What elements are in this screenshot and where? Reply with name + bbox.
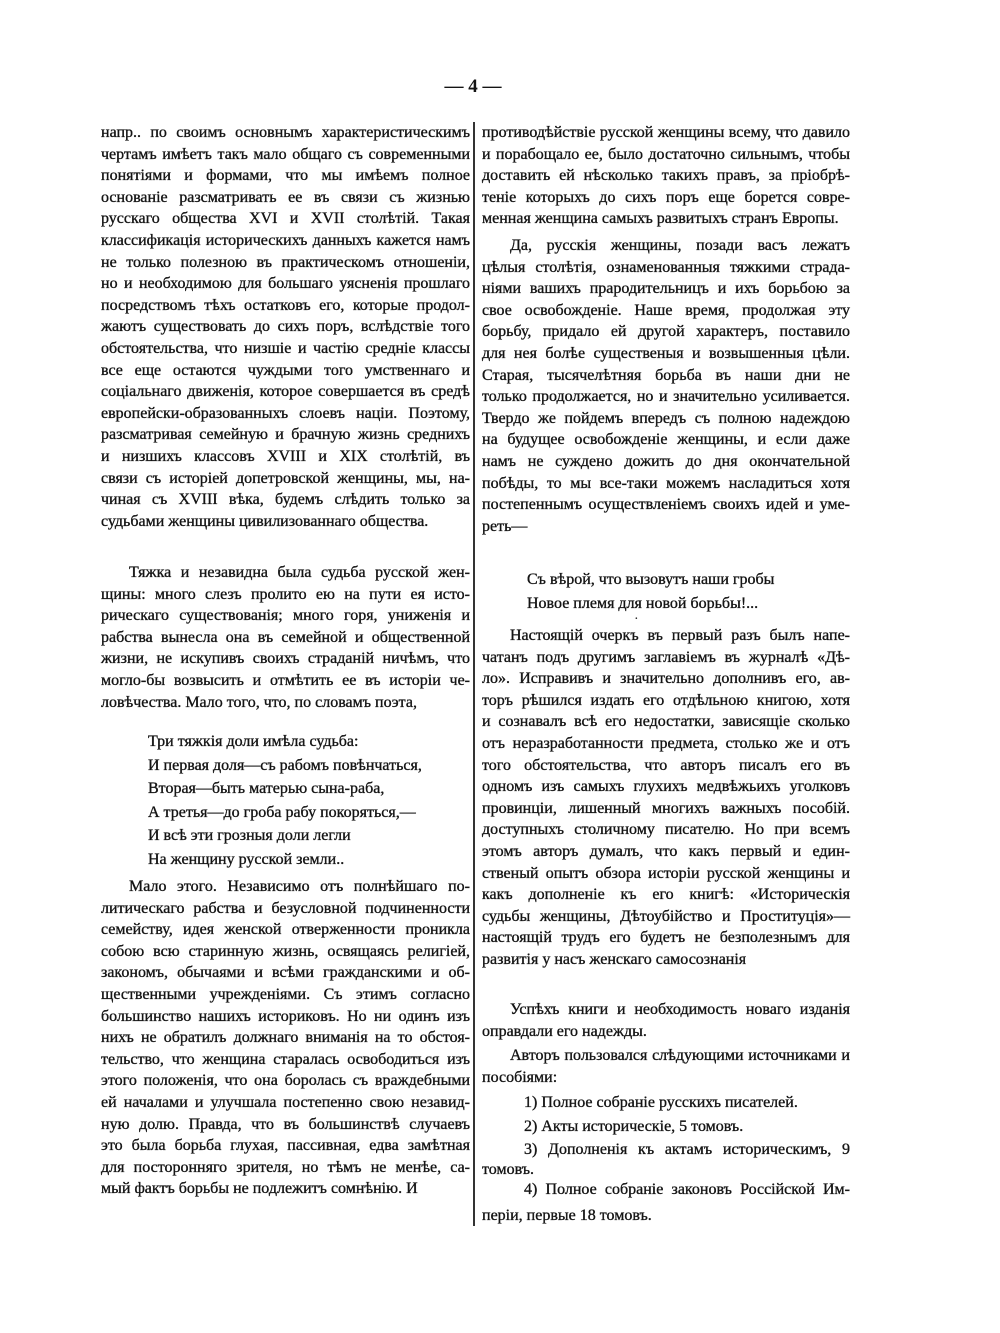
- text-line: этого положенія, что она боролась съ враждебными: [101, 1072, 470, 1090]
- text-line: ніями вашихъ прародительницъ и ихъ борьбою за: [482, 280, 850, 298]
- text-line: того обстоятельства, что авторъ писалъ его въ: [482, 756, 850, 774]
- text-line: для нея болѣе существеныя и возвышенныя цѣли.: [482, 344, 850, 362]
- poem-1: [148, 731, 468, 872]
- text-line: этомъ авторъ думалъ, что какъ первый и един-: [482, 842, 850, 860]
- paragraph-5: [482, 235, 850, 537]
- text-line: менная женщина самыхъ развитыхъ странъ Европы.: [482, 210, 839, 228]
- paragraph-4: [482, 122, 850, 230]
- separator-dot: ·: [634, 612, 639, 627]
- source-item-3: [482, 1139, 850, 1180]
- text-line: разсматривая семейную и брачную жизнь среднихъ: [101, 426, 470, 444]
- text-line: основаніе разсматривать ее въ связи съ жизнью: [101, 188, 470, 206]
- text-line: литическаго рабства и безусловной подчиненности: [101, 899, 470, 917]
- text-line: не только полезною въ практическомъ отношеніи,: [101, 253, 470, 271]
- text-line: ло». Исправивъ и значительно дополнивъ его, ав-: [482, 670, 850, 688]
- text-line: жизни, не искупивъ своихъ страданій ничѣмъ, что: [101, 650, 470, 668]
- text-line: соціальнаго движенія, которое совершается въ средѣ: [101, 383, 470, 401]
- text-line: все еще остаются чуждыми того умственнаго и: [101, 361, 470, 379]
- text-line: щины: много слезъ пролито ею на пути ея исто-: [101, 585, 470, 603]
- text-line: могло-бы возвысить и отмѣтить ее въ исторіи че-: [101, 671, 470, 689]
- text-line: И всѣ эти грозныя доли легли: [148, 827, 351, 844]
- source-item-1: [482, 1092, 850, 1114]
- text-line: свое освобожденіе. Наше время, продолжая эту: [482, 301, 850, 319]
- text-line: но и необходимою для большаго уясненія прошлаго: [101, 275, 470, 293]
- text-line: Авторъ пользовался слѣдующими источниками и: [510, 1047, 850, 1064]
- text-line: періи, первые 18 томовъ.: [482, 1206, 652, 1224]
- text-line: нихъ не обратилъ должнаго вниманія на то обстоя-: [101, 1029, 470, 1047]
- source-item-2: [482, 1116, 850, 1138]
- source-item-4: [482, 1179, 850, 1226]
- text-line: На женщину русской земли..: [148, 850, 345, 868]
- text-line: большинство нашихъ историковъ. Но ни одинъ изъ: [101, 1007, 470, 1025]
- text-line: Новое племя для новой борьбы!...: [527, 594, 759, 612]
- paragraph-2: [101, 562, 470, 713]
- text-line: собою всю старинную жизнь, освящаясь религіей,: [101, 942, 470, 960]
- text-line: ную долю. Правда, что въ большинствѣ случаевъ: [101, 1115, 470, 1133]
- text-line: для посторонняго зрителя, но тѣмъ не менѣе, са-: [101, 1158, 470, 1176]
- text-line: какъ дополненіе къ его книгѣ: «Историческія: [482, 886, 850, 904]
- text-line: посредствомъ тѣхъ остатковъ его, которые продол-: [101, 296, 470, 314]
- text-line: Успѣхъ книги и необходимость новаго изданія: [510, 1001, 850, 1018]
- column-divider: [473, 122, 475, 1226]
- paragraph-7: [482, 999, 850, 1042]
- text-line: Мало этого. Независимо отъ полнѣйшаго по-: [129, 878, 470, 895]
- text-line: противодѣйствіе русской женщины всему, что давило: [482, 124, 850, 141]
- text-line: настоящій трудъ его будетъ не безполезнымъ для: [482, 929, 850, 947]
- text-line: европейски-образованныхъ слоевъ націи. Поэтому,: [101, 404, 470, 422]
- text-line: 2) Акты историческіе, 5 томовъ.: [524, 1118, 744, 1135]
- text-line: Твердо же пойдемъ впередъ съ полною надеждою: [482, 409, 850, 427]
- text-line: цѣлыя столѣтія, ознаменованныя тяжкими страда-: [482, 258, 850, 276]
- text-line: доставить ей нѣсколько такихъ правъ, за пріобрѣ-: [482, 167, 850, 185]
- text-line: развитія у насъ женскаго самосознанія: [482, 950, 747, 968]
- poem-2: [527, 569, 847, 616]
- text-line: семейству, идея женской отверженности проникла: [101, 921, 470, 939]
- text-line: это была борьба глухая, пассивная, едва замѣтная: [101, 1137, 470, 1155]
- text-line: Тяжка и незавидна была судьба русской жен-: [129, 564, 470, 581]
- paragraph-6: [482, 625, 850, 971]
- paragraph-8: [482, 1045, 850, 1088]
- text-line: Да, русскія женщины, позади васъ лежатъ: [510, 237, 850, 254]
- text-line: Вторая—быть матерью сына-раба,: [148, 780, 385, 797]
- text-line: Настоящій очеркъ въ первый разъ былъ напе-: [510, 627, 850, 644]
- text-line: жаютъ существовать до сихъ поръ, вслѣдствіе того: [101, 318, 470, 336]
- text-line: понятіями и формами, что мы имѣемъ полное: [101, 167, 470, 185]
- text-line: борьбу, придало ей другой характеръ, поставило: [482, 323, 850, 341]
- text-line: томовъ.: [482, 1160, 535, 1178]
- text-line: тельство, что женщина старалась освободиться изъ: [101, 1050, 470, 1068]
- text-line: одномъ изъ самыхъ глухихъ медвѣжьихъ уголковъ: [482, 778, 850, 796]
- text-line: связи съ исторіей допетровской женщины, мы, на-: [101, 469, 470, 487]
- text-line: чертамъ имѣетъ такъ мало общаго съ современными: [101, 145, 470, 163]
- text-line: провинціи, лишенный многихъ важныхъ пособій.: [482, 799, 850, 817]
- paragraph-3: [101, 876, 470, 1200]
- text-line: рическаго существованія; много горя, униженія и: [101, 607, 470, 625]
- text-line: и низшихъ классовъ XVIII и XIX столѣтій, въ: [101, 447, 470, 465]
- text-line: Три тяжкія доли имѣла судьба:: [148, 733, 359, 750]
- text-line: ственый опытъ обзора исторіи русской женщины и: [482, 864, 850, 882]
- text-line: пособіями:: [482, 1068, 558, 1086]
- paragraph-1: [101, 122, 470, 532]
- text-line: и порабощало ее, было достаточно сильнымъ, чтобы: [482, 145, 850, 163]
- text-line: оправдали его надежды.: [482, 1022, 647, 1040]
- text-line: И первая доля—съ рабомъ повѣнчаться,: [148, 756, 422, 774]
- text-line: закономъ, обычаями и всѣми гражданскими и об-: [101, 964, 470, 982]
- text-line: классификація историческихъ данныхъ кажется намъ: [101, 231, 470, 249]
- text-line: судьбы женщины, Дѣтоубійство и Проституція»—: [482, 907, 850, 925]
- text-line: русскаго общества XVI и XVII столѣтій. Такая: [101, 210, 470, 228]
- text-line: 1) Полное собраніе русскихъ писателей.: [524, 1094, 798, 1111]
- text-line: судьбами женщины цивилизованнаго общества.: [101, 512, 429, 530]
- text-line: Съ вѣрой, что вызовутъ наши гробы: [527, 571, 775, 588]
- text-line: доступныхъ столичному писателю. Но при всемъ: [482, 821, 850, 839]
- text-line: ловѣчества. Мало того, что, по словамъ поэта,: [101, 693, 417, 711]
- text-line: рабства вынесла она въ семейной и общественной: [101, 628, 470, 646]
- text-line: мый фактъ борьбы не подлежитъ сомнѣнію. И: [101, 1180, 418, 1198]
- text-line: А третья—до гроба рабу покоряться,—: [148, 803, 416, 821]
- page-number: — 4 —: [444, 76, 502, 97]
- text-line: реть—: [482, 517, 528, 535]
- text-line: обстоятельства, что низшіе и частію средніе классы: [101, 339, 470, 357]
- text-line: торъ рѣшился издать его отдѣльною книгою, хотя: [482, 691, 850, 709]
- text-line: постепеннымъ осуществленіемъ своихъ идей и уме-: [482, 496, 850, 514]
- text-line: чиная съ XVIII вѣка, будемъ слѣдить только за: [101, 491, 470, 509]
- text-line: Старая, тысячелѣтняя борьба въ наши дни не: [482, 366, 850, 384]
- text-line: напр.. по своимъ основнымъ характеристическимъ: [101, 124, 470, 141]
- text-line: и сознавалъ всѣ его недостатки, зависящіе сколько: [482, 713, 850, 731]
- text-line: чатанъ подъ другимъ заглавіемъ въ журналѣ «Дѣ-: [482, 648, 850, 666]
- text-line: на будущее освобожденіе женщины, и если даже: [482, 431, 850, 449]
- text-line: 4) Полное собраніе законовъ Россійской Им-: [524, 1181, 850, 1198]
- text-line: побѣды, то мы все-таки можемъ насладиться хотя: [482, 474, 850, 492]
- text-line: 3) Дополненія къ актамъ историческимъ, 9: [524, 1141, 850, 1158]
- text-line: теніе которыхъ до сихъ поръ еще борется совре-: [482, 188, 850, 206]
- text-line: намъ не суждено дожить до дня окончательной: [482, 452, 850, 470]
- text-line: отъ неразработанности предмета, столько же и отъ: [482, 734, 850, 752]
- text-line: только продолжается, но и значительно усиливается.: [482, 388, 850, 406]
- text-line: ей началами и улучшала постепенно свою незавид-: [101, 1093, 470, 1111]
- text-line: щественными учрежденіями. Съ этимъ согласно: [101, 985, 470, 1003]
